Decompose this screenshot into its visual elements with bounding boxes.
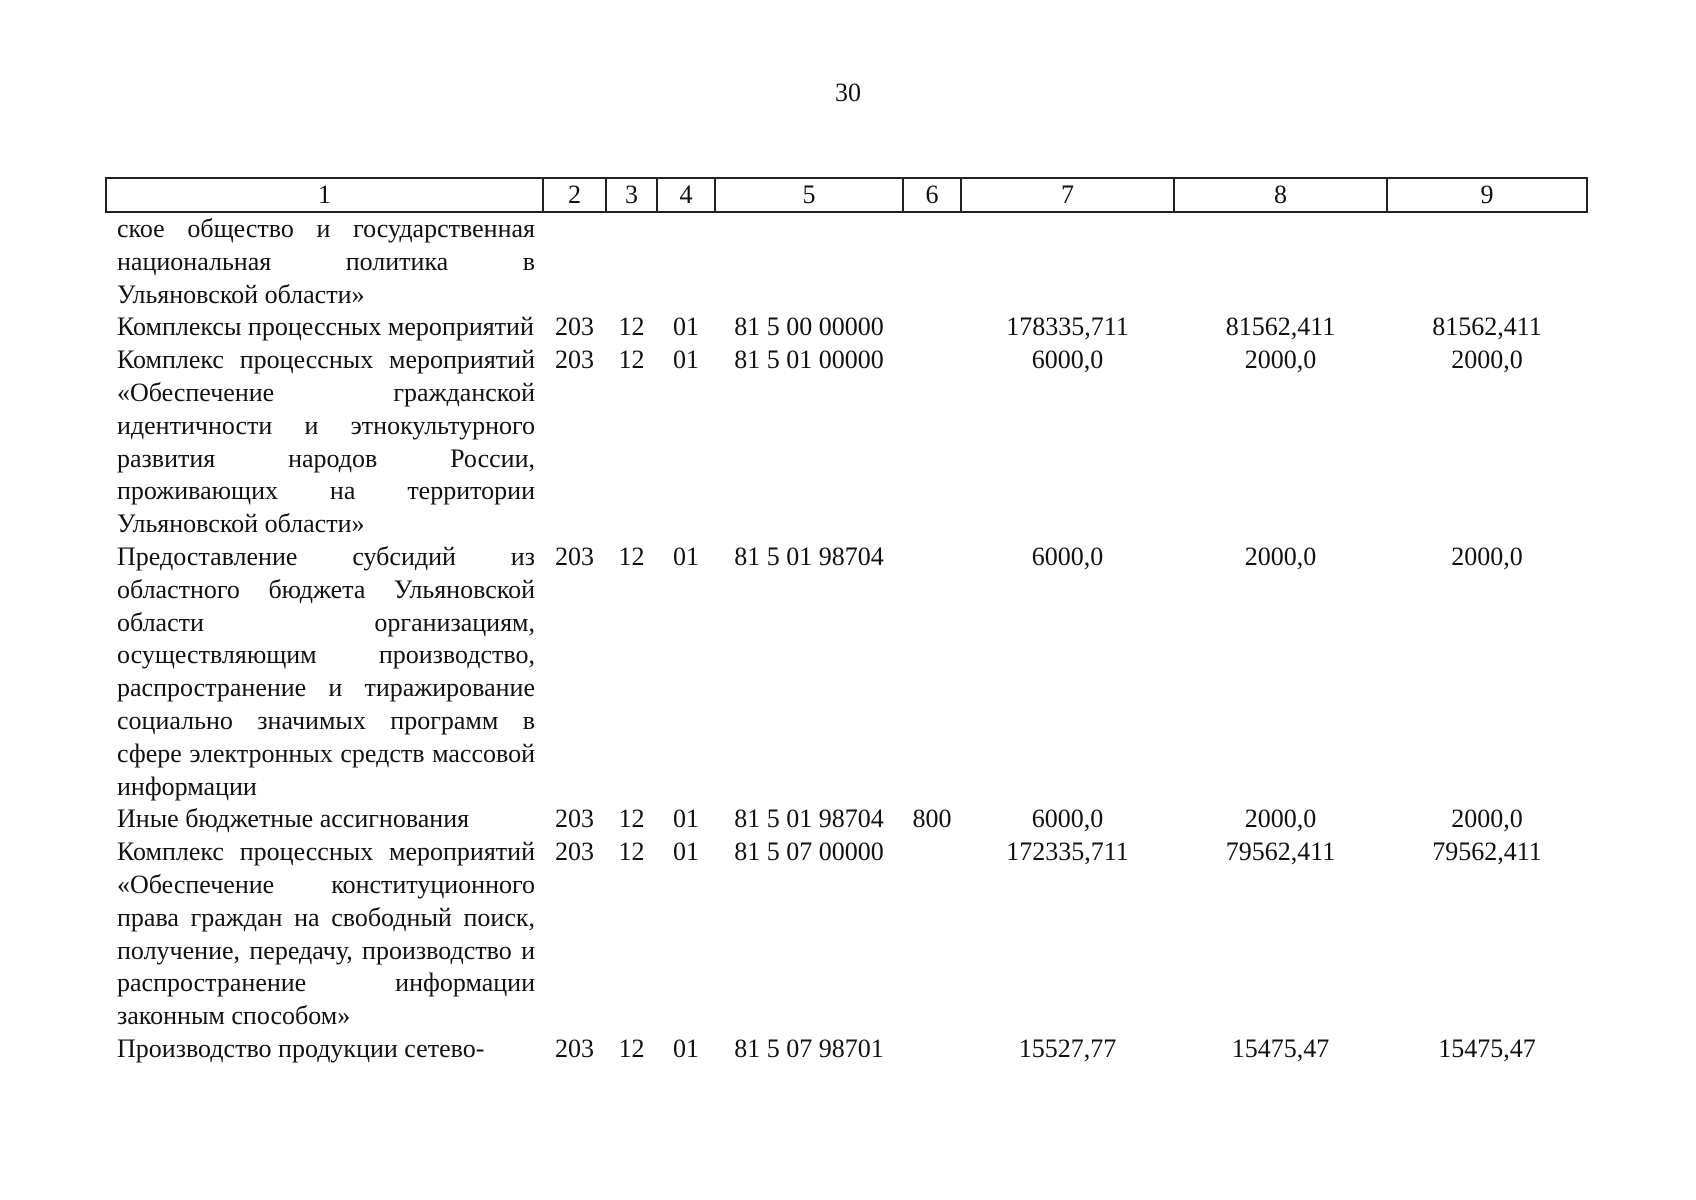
row-col-9: 81562,411 [1432,312,1542,342]
row-col-5: 81 5 07 98701 [734,1033,884,1063]
table-row [106,344,1587,541]
row-col-8: 2000,0 [1244,804,1317,834]
row-col-8: 15475,47 [1231,1033,1330,1063]
row-col-7 [961,212,1174,311]
row-col-7: 178335,711 [1006,312,1129,342]
row-name: Комплекс процессных мероприятий «Обеспечение конституционного права граждан на свободный поиск, получение, передачу, производство и распространение информации законным способом» [117,837,535,1031]
row-col-2: 203 [555,541,594,571]
row-col-3: 12 [618,541,645,571]
row-col-5: 81 5 00 00000 [734,312,884,342]
row-col-6 [903,541,961,803]
row-col-9: 79562,411 [1432,837,1542,867]
row-col-2: 203 [555,804,594,834]
row-col-6: 800 [912,804,952,834]
row-col-2: 203 [555,345,594,375]
row-col-7: 6000,0 [1031,804,1104,834]
row-col-3 [606,212,657,311]
row-col-8: 2000,0 [1244,345,1317,375]
row-col-2: 203 [555,837,594,867]
row-col-5: 81 5 01 00000 [734,345,884,375]
row-col-6 [903,344,961,541]
header-col-3: 3 [606,178,657,212]
row-col-6 [903,1033,961,1066]
header-col-7: 7 [961,178,1174,212]
row-name: Иные бюджетные ассигнования [117,804,470,834]
table-body [106,212,1587,1066]
row-col-5: 81 5 01 98704 [734,804,884,834]
header-col-1: 1 [106,178,543,212]
row-col-4: 01 [673,312,699,342]
row-name: Производство продукции сетево- [117,1033,485,1063]
row-col-5: 81 5 01 98704 [734,541,884,571]
table-row [106,1033,1587,1066]
row-col-4 [657,212,715,311]
row-name: Предоставление субсидий из областного бюджета Ульяновской области организациям, осуществляющим производство, распространение и тиражирование социально значимых программ в сфере электронных средств массовой информации [117,541,535,801]
row-col-8: 81562,411 [1225,312,1336,342]
row-col-7: 172335,711 [1006,837,1129,867]
page-number: 30 [835,78,861,107]
row-col-4: 01 [673,837,699,867]
row-name: Комплекс процессных мероприятий «Обеспечение гражданской идентичности и этнокультурного развития народов России, проживающих на территории Ульяновской области» [117,345,535,539]
row-col-3: 12 [618,1033,645,1063]
row-col-8: 2000,0 [1244,541,1317,571]
row-col-8: 79562,411 [1225,837,1336,867]
row-col-2: 203 [555,1033,594,1063]
row-col-9: 2000,0 [1451,345,1523,375]
row-col-7: 15527,77 [1018,1033,1117,1063]
row-col-9: 2000,0 [1451,804,1523,834]
header-col-9: 9 [1387,178,1587,212]
header-row [106,178,1587,212]
table-header [106,178,1587,212]
row-col-3: 12 [618,837,645,867]
row-col-8 [1174,212,1387,311]
row-col-4: 01 [673,1033,699,1063]
budget-table [105,177,1588,1066]
row-col-4: 01 [673,541,699,571]
row-col-2: 203 [555,312,594,342]
row-col-7: 6000,0 [1031,345,1104,375]
row-col-9: 15475,47 [1438,1033,1536,1063]
row-col-9 [1387,212,1587,311]
row-col-3: 12 [618,804,645,834]
table-row [106,212,1587,311]
header-col-6: 6 [903,178,961,212]
row-name: Комплексы процессных мероприятий [117,312,534,342]
header-col-2: 2 [543,178,606,212]
row-col-3: 12 [618,312,645,342]
row-col-6 [903,212,961,311]
table-row [106,541,1587,803]
header-col-4: 4 [657,178,715,212]
table-row [106,803,1587,836]
header-col-8: 8 [1174,178,1387,212]
row-col-2 [543,212,606,311]
row-name: ское общество и государственная национальная политика в Ульяновской области» [117,214,535,309]
header-col-5: 5 [715,178,903,212]
table-row [106,836,1587,1033]
row-col-7: 6000,0 [1031,541,1104,571]
row-col-5: 81 5 07 00000 [734,837,884,867]
row-col-6 [903,311,961,344]
table-row [106,311,1587,344]
row-col-4: 01 [673,345,699,375]
row-col-9: 2000,0 [1451,541,1523,571]
row-col-3: 12 [618,345,645,375]
row-col-6 [903,836,961,1033]
row-col-5 [715,212,903,311]
row-col-4: 01 [673,804,699,834]
